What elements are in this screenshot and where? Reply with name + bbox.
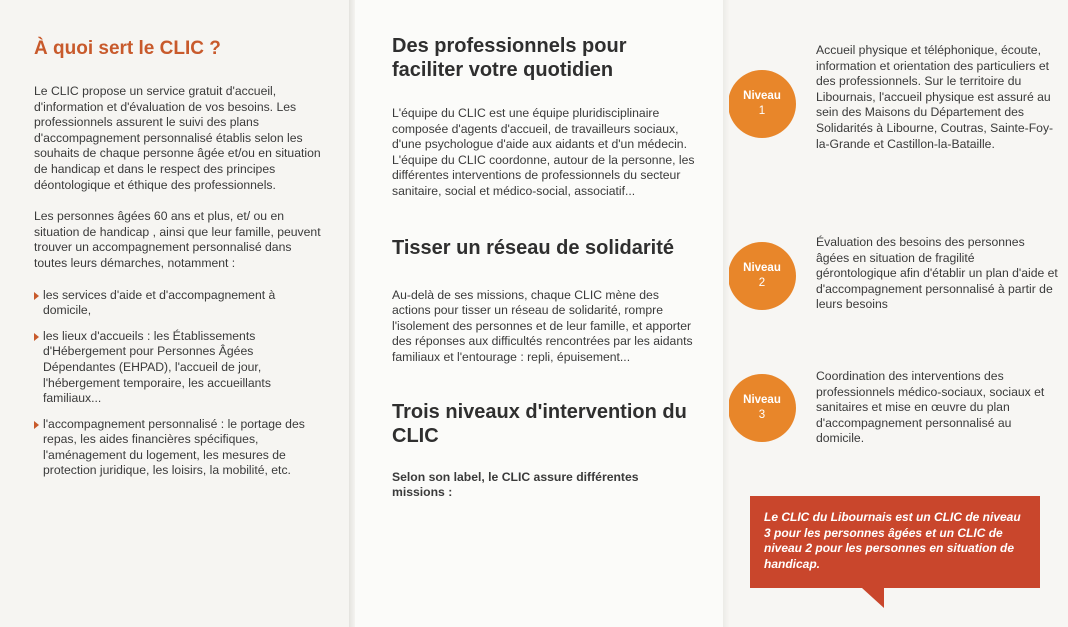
bullet-arrow-icon xyxy=(34,333,39,341)
list-item: les lieux d'accueils : les Établissements d'Hébergement pour Personnes Âgées Dépendantes (EHPAD), l'accueil de jour, l'hébergement temporaire, les accueillants familiaux... xyxy=(34,329,322,407)
intervention-levels-title: Trois niveaux d'intervention du CLIC xyxy=(392,400,687,447)
bullet-arrow-icon xyxy=(34,292,39,300)
solidarity-network-paragraph: Au-delà de ses missions, chaque CLIC mène des actions pour tisser un réseau de solidarité, rompre l'isolement des personnes et de leur famille, et apporter des réponses aux difficultés rencontrées par les aidants familiaux et l'entourage : repli, épuisement... xyxy=(392,287,693,364)
bullet-arrow-icon xyxy=(34,421,39,429)
clic-purpose-paragraph-2: Les personnes âgées 60 ans et plus, et/ ou en situation de handicap , ainsi que leur famille, peuvent trouver un accompagnement personnalisé dans toutes leurs démarches, notamment : xyxy=(34,209,321,270)
clic-purpose-paragraph-1: Le CLIC propose un service gratuit d'accueil, d'information et d'évaluation de vos besoins. Les professionnels assurent le suivi des plans d'accompagnement personnalisé établis selon les souhaits de chaque personne âgée et/ou en situation de handicap et dans le respect des principes déontologique et éthique des professionnels. xyxy=(34,84,321,192)
callout-tail xyxy=(862,588,884,608)
professionals-paragraph: L'équipe du CLIC est une équipe pluridisciplinaire composée d'agents d'accueil, de travailleurs sociaux, d'une psychologue d'aide aux aidants et d'un médecin. L'équipe du CLIC coordonne, autour de la personne, les différentes interventions de professionnels du secteur sanitaire, social et médico-social, associatif... xyxy=(392,106,695,198)
level-2-description: Évaluation des besoins des personnes âgées en situation de fragilité gérontologique afin d'établir un plan d'aide et d'accompagnement personnalisé à partir de leurs besoins xyxy=(816,235,1058,312)
middle-panel xyxy=(352,0,726,627)
professionals-title: Des professionnels pour faciliter votre quotidien xyxy=(392,35,627,81)
right-panel xyxy=(726,0,1068,627)
intervention-levels-intro: Selon son label, le CLIC assure différentes missions : xyxy=(392,469,639,500)
solidarity-network-title: Tisser un réseau de solidarité xyxy=(392,236,674,259)
services-list xyxy=(34,288,322,480)
level-1-description: Accueil physique et téléphonique, écoute, information et orientation des particuliers et des professionnels. Sur le territoire du Libournais, l'accueil physique est assuré au sein des Maisons du Département des Solidarités à Libourne, Coutras, Sainte-Foy-la-Grande et Castillon-la-Bataille. xyxy=(816,43,1054,151)
level-1-badge: Niveau 1 xyxy=(728,70,796,138)
level-3-description: Coordination des interventions des professionnels médico-sociaux, sociaux et sanitaires et mise en œuvre du plan d'accompagnement personnalisé au domicile. xyxy=(816,369,1045,446)
level-3-badge: Niveau 3 xyxy=(728,374,796,442)
fold-line xyxy=(723,0,729,627)
list-item: l'accompagnement personnalisé : le portage des repas, les aides financières spécifiques, l'aménagement du logement, les mesures de protection juridique, les loisirs, la mobilité, etc. xyxy=(34,417,322,479)
fold-line xyxy=(349,0,355,627)
list-item: les services d'aide et d'accompagnement à domicile, xyxy=(34,288,322,319)
libournais-callout: Le CLIC du Libournais est un CLIC de niveau 3 pour les personnes âgées et un CLIC de niveau 2 pour les personnes en situation de handicap. xyxy=(750,496,1040,588)
level-2-badge: Niveau 2 xyxy=(728,242,796,310)
left-panel xyxy=(0,0,352,627)
clic-purpose-title: À quoi sert le CLIC ? xyxy=(34,38,221,59)
